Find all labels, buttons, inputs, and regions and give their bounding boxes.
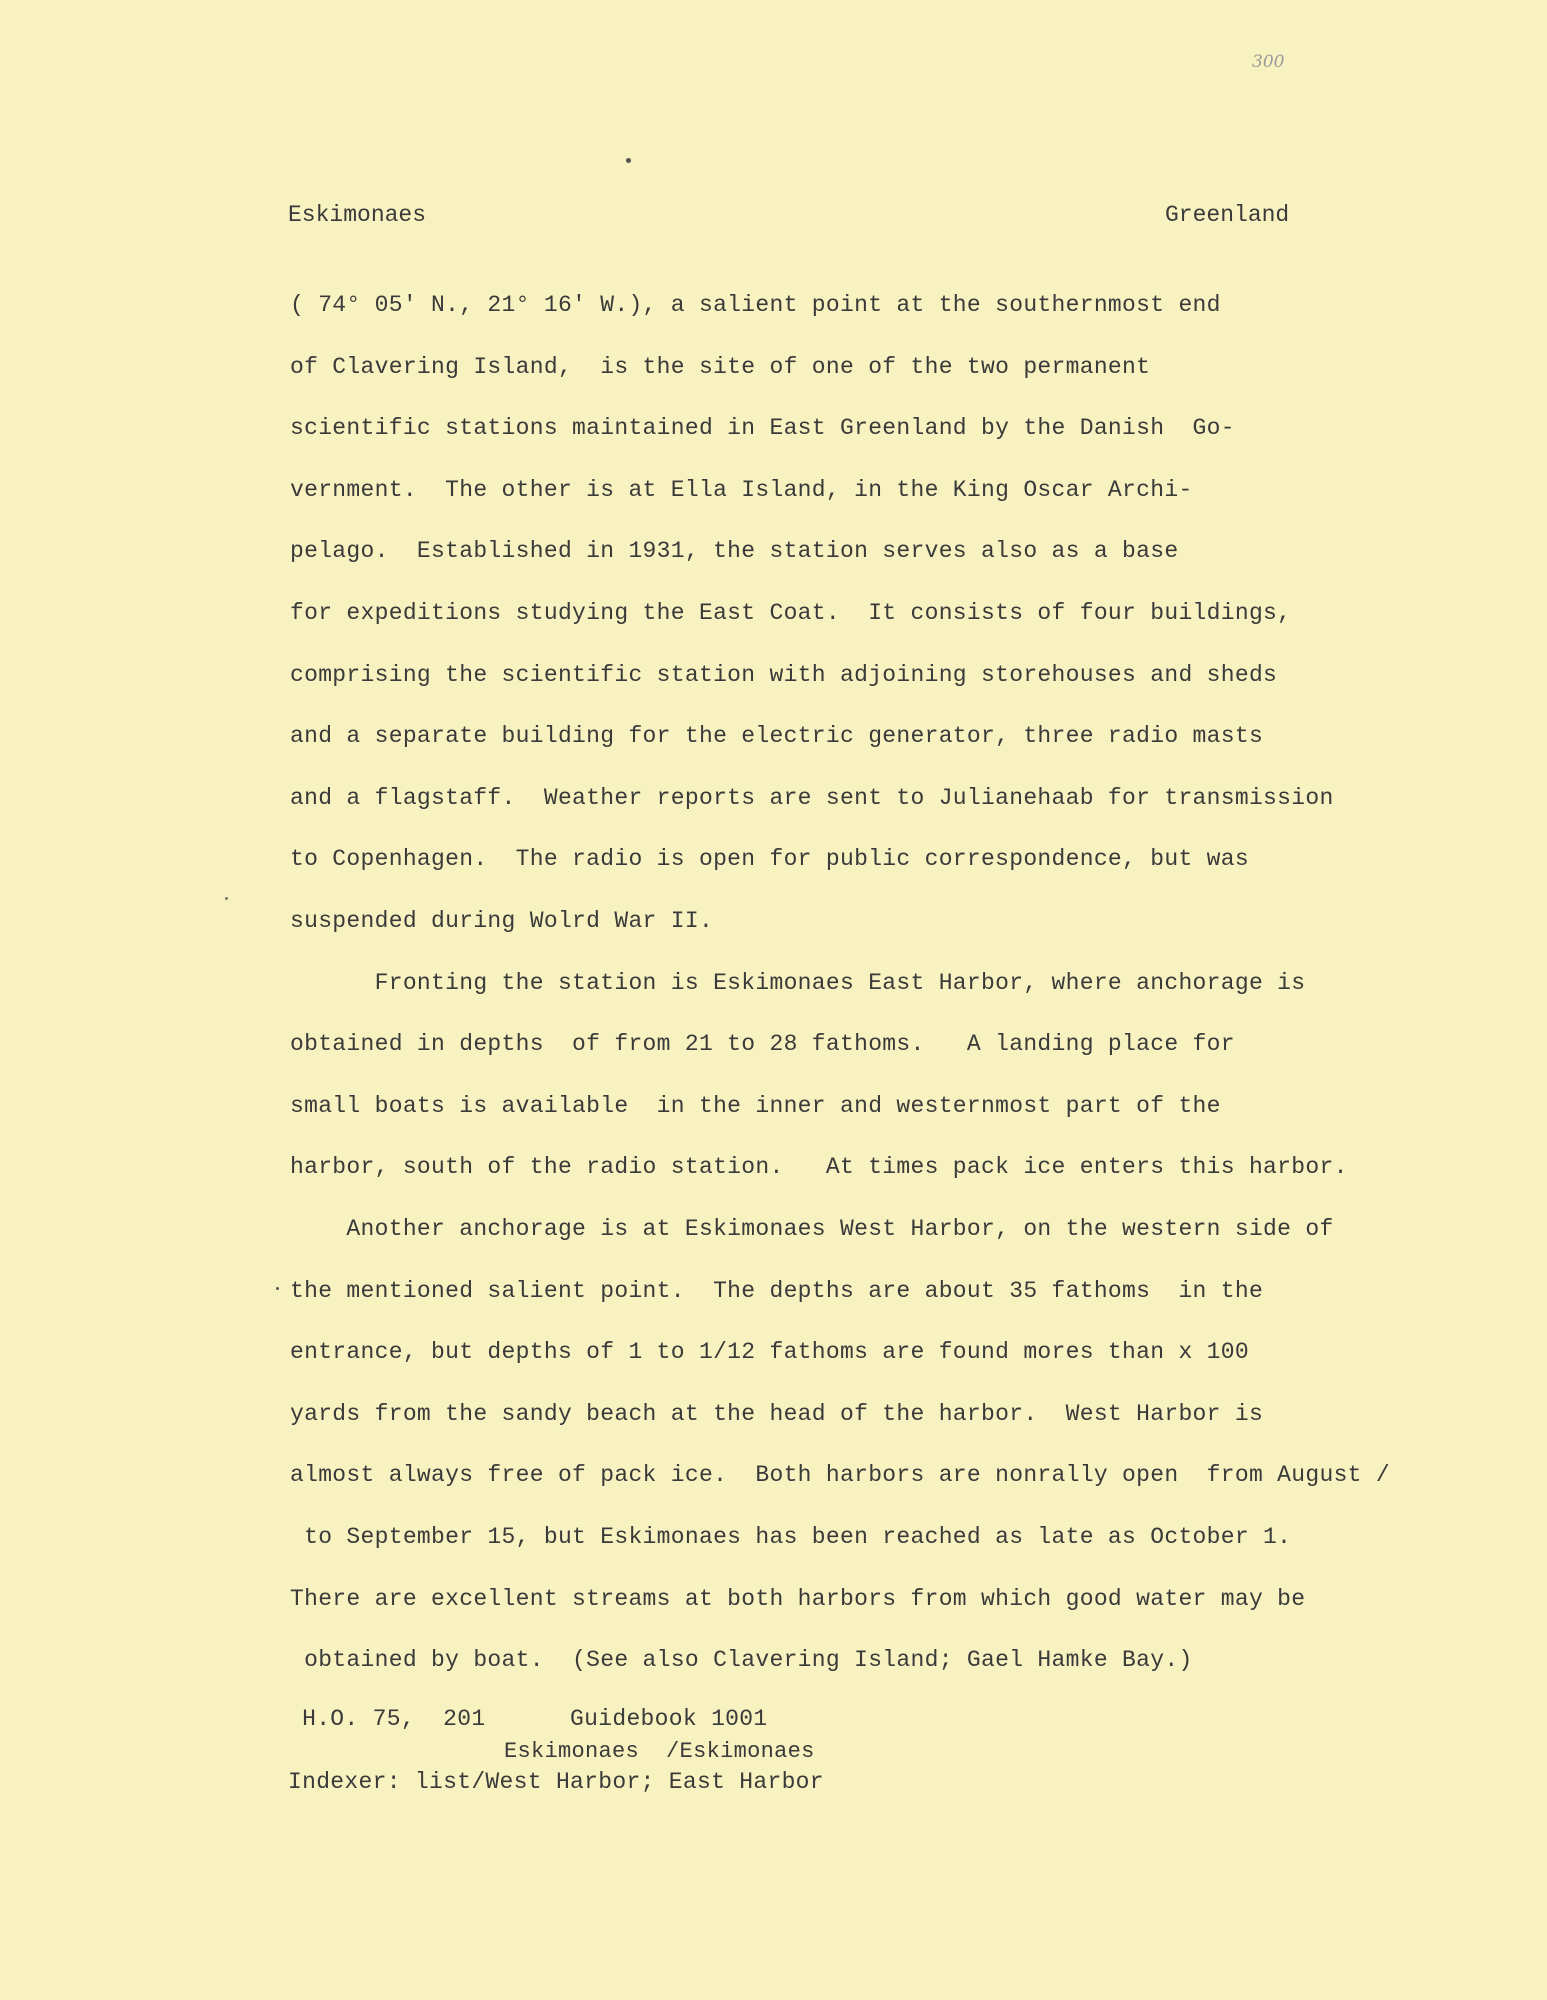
header-title: Eskimonaes — [288, 202, 427, 228]
footer-index-terms: Eskimonaes /Eskimonaes — [288, 1739, 815, 1764]
body-line: obtained by boat. (See also Clavering Island; Gael Hamke Bay.) — [290, 1647, 1193, 1674]
ink-dot — [626, 158, 631, 163]
body-line: harbor, south of the radio station. At times pack ice enters this harbor. — [290, 1154, 1348, 1181]
body-line: scientific stations maintained in East Greenland by the Danish Go- — [290, 415, 1235, 442]
body-line: and a flagstaff. Weather reports are sent to Julianehaab for transmission — [290, 784, 1334, 811]
body-line: pelago. Established in 1931, the station serves also as a base — [290, 538, 1179, 565]
footer-indexer: Indexer: list/West Harbor; East Harbor — [288, 1769, 824, 1795]
body-line: of Clavering Island, is the site of one of the two permanent — [290, 353, 1151, 380]
body-line: for expeditions studying the East Coat. It consists of four buildings, — [290, 600, 1292, 626]
body-line: and a separate building for the electric generator, three radio masts — [290, 723, 1264, 750]
body-line: to September 15, but Eskimonaes has been reached as late as October 1. — [290, 1524, 1292, 1550]
body-line: comprising the scientific station with adjoining storehouses and sheds — [290, 661, 1278, 688]
body-line: There are excellent streams at both harbors from which good water may be — [290, 1585, 1306, 1612]
body-line: to Copenhagen. The radio is open for public correspondence, but was — [290, 846, 1249, 873]
body-line: the mentioned salient point. The depths are about 35 fathoms in the — [290, 1277, 1264, 1304]
body-line: suspended during Wolrd War II. — [290, 908, 714, 934]
body-line: Fronting the station is Eskimonaes East Harbor, where anchorage is — [290, 969, 1306, 996]
ink-dot — [276, 1287, 279, 1290]
body-line: small boats is available in the inner and westernmost part of the — [290, 1092, 1221, 1119]
footer-reference: H.O. 75, 201 Guidebook 1001 — [288, 1706, 768, 1732]
body-line: vernment. The other is at Ella Island, in the King Oscar Archi- — [290, 476, 1193, 503]
body-line: obtained in depths of from 21 to 28 fathoms. A landing place for — [290, 1031, 1235, 1058]
body-line: ( 74° 05' N., 21° 16' W.), a salient point at the southernmost end — [290, 292, 1221, 318]
body-line: Another anchorage is at Eskimonaes West Harbor, on the western side of — [290, 1216, 1334, 1242]
body-line: yards from the sandy beach at the head of the harbor. West Harbor is — [290, 1400, 1264, 1427]
ink-dot — [225, 897, 228, 900]
header-region: Greenland — [1165, 202, 1290, 228]
page-number: 300 — [1252, 52, 1285, 72]
body-line: almost always free of pack ice. Both harbors are nonrally open from August / — [290, 1462, 1390, 1489]
body-line: entrance, but depths of 1 to 1/12 fathoms are found mores than x 100 — [290, 1339, 1249, 1366]
